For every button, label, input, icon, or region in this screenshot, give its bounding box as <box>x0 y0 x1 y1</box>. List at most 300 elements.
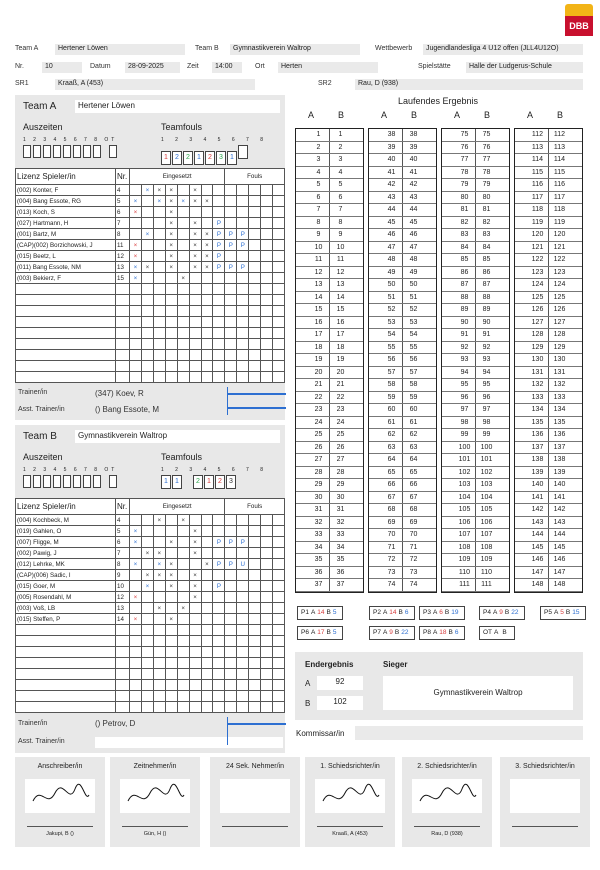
foul-cell: P <box>237 537 249 548</box>
score-value-b: 35 <box>336 556 345 563</box>
score-mark-a <box>515 229 527 241</box>
score-mark-a <box>515 392 527 404</box>
quarter-cell: × <box>189 196 201 207</box>
quarter-cell <box>213 526 225 537</box>
quarter-cell <box>165 273 177 284</box>
score-value-a: 102 <box>454 467 476 479</box>
score-value-a: 128 <box>527 329 549 341</box>
score-value-b: 55 <box>409 343 418 351</box>
foul-cell <box>273 361 285 372</box>
player-name <box>16 361 116 372</box>
score-value-b: 90 <box>482 318 491 326</box>
running-score-row <box>442 342 509 355</box>
score-value-a: 60 <box>381 404 403 416</box>
score-value-a: 22 <box>308 392 330 404</box>
running-score-row <box>296 454 363 467</box>
score-mark-a <box>369 204 381 216</box>
score-mark-a <box>442 467 454 479</box>
score-value-a: 58 <box>381 379 403 391</box>
quarter-cell: × <box>153 559 165 570</box>
running-score-row <box>442 542 509 555</box>
score-value-a: 119 <box>527 217 549 229</box>
quarter-cell <box>177 669 189 680</box>
score-mark-a <box>369 442 381 454</box>
score-value-a: 21 <box>308 379 330 391</box>
score-value-a: 61 <box>381 417 403 429</box>
quarter-cell <box>130 581 142 592</box>
quarter-cell <box>141 273 153 284</box>
quarter-cell <box>153 614 165 625</box>
score-mark-a <box>515 367 527 379</box>
score-mark-b <box>424 317 436 329</box>
quarter-cell <box>177 372 189 383</box>
foul-cell <box>261 361 273 372</box>
score-value-b: 51 <box>409 293 418 301</box>
quarter-cell <box>141 328 153 339</box>
quarter-cell: × <box>141 185 153 196</box>
quarter-cell <box>201 537 213 548</box>
quarter-cell <box>165 328 177 339</box>
running-score-row <box>442 442 509 455</box>
period-a: 17 <box>317 629 325 636</box>
foul-cell <box>261 317 273 328</box>
score-value-a: 105 <box>454 504 476 516</box>
score-mark-a <box>515 554 527 566</box>
score-mark-b <box>497 404 509 416</box>
score-value-b: 27 <box>336 456 345 463</box>
score-mark-b <box>351 492 363 504</box>
score-mark-b <box>351 292 363 304</box>
running-score-row <box>369 379 436 392</box>
official-title: 1. Schiedsrichter/in <box>320 763 380 770</box>
score-mark-b <box>351 454 363 466</box>
score-mark-a <box>442 367 454 379</box>
running-score-row <box>442 229 509 242</box>
running-score-row <box>515 167 582 180</box>
score-mark-a <box>515 154 527 166</box>
score-mark-b <box>570 292 582 304</box>
quarter-cell: × <box>165 240 177 251</box>
quarter-cell <box>130 185 142 196</box>
score-mark-b <box>570 367 582 379</box>
period-a-label: A <box>310 609 316 616</box>
score-value-b: 83 <box>482 231 491 238</box>
team-b-players-header: Lizenz Spieler/in <box>16 499 116 515</box>
score-mark-b <box>424 267 436 279</box>
score-value-a: 72 <box>381 554 403 566</box>
quarter-cell <box>201 636 213 647</box>
score-value-b: 36 <box>336 568 345 576</box>
score-mark-a <box>515 329 527 341</box>
team-b-foul-boxes <box>161 475 237 489</box>
official-name: Rau, D (938) <box>431 831 463 837</box>
foul-cell <box>261 196 273 207</box>
quarter-cell <box>141 658 153 669</box>
score-mark-a <box>369 492 381 504</box>
foul-cell <box>261 702 273 713</box>
score-value-b: 82 <box>482 218 491 226</box>
running-score-row <box>442 492 509 505</box>
foul-cell <box>225 218 237 229</box>
signature-line <box>317 826 383 827</box>
period-a-label: A <box>382 609 388 616</box>
running-score-row <box>369 354 436 367</box>
period-p: OT <box>483 629 493 636</box>
quarter-cell: × <box>165 537 177 548</box>
score-value-a: 10 <box>308 242 330 254</box>
quarter-cell <box>177 625 189 636</box>
score-value-a: 129 <box>527 342 549 354</box>
score-value-a: 46 <box>381 229 403 241</box>
player-row <box>16 658 285 669</box>
score-value-b: 132 <box>553 381 566 388</box>
running-score-row <box>515 254 582 267</box>
score-mark-b <box>570 179 582 191</box>
score-value-a: 3 <box>308 154 330 166</box>
player-row <box>16 240 285 251</box>
score-mark-a <box>296 379 308 391</box>
score-value-a: 63 <box>381 442 403 454</box>
final-b-label: B <box>305 699 311 708</box>
score-value-b: 72 <box>409 556 418 563</box>
score-mark-a <box>296 454 308 466</box>
score-mark-b <box>424 404 436 416</box>
score-mark-b <box>497 304 509 316</box>
score-value-b: 101 <box>480 456 493 463</box>
foul-cell <box>249 262 261 273</box>
score-value-a: 54 <box>381 329 403 341</box>
score-mark-b <box>351 242 363 254</box>
quarter-cell <box>153 581 165 592</box>
player-name <box>16 669 116 680</box>
score-value-a: 90 <box>454 317 476 329</box>
score-mark-a <box>296 529 308 541</box>
foul-cell: U <box>237 559 249 570</box>
score-mark-b <box>424 142 436 154</box>
quarter-cell <box>201 328 213 339</box>
quarter-cell <box>141 603 153 614</box>
score-mark-a <box>369 379 381 391</box>
quarter-cell <box>153 669 165 680</box>
score-mark-b <box>497 179 509 191</box>
score-mark-a <box>515 242 527 254</box>
score-mark-b <box>351 517 363 529</box>
quarter-cell <box>213 317 225 328</box>
quarter-cell <box>201 207 213 218</box>
signature-area[interactable] <box>220 779 290 813</box>
quarter-cell <box>177 581 189 592</box>
foul-cell <box>237 185 249 196</box>
quarter-cell: × <box>130 196 142 207</box>
player-name <box>16 295 116 306</box>
quarter-cell <box>141 372 153 383</box>
running-score-row <box>515 404 582 417</box>
team-a-timeout-boxes <box>23 145 119 158</box>
score-mark-b <box>570 304 582 316</box>
foul-cell <box>237 581 249 592</box>
running-score-row <box>442 242 509 255</box>
foul-cell <box>249 196 261 207</box>
quarter-cell <box>213 515 225 526</box>
foul-cell <box>273 328 285 339</box>
score-mark-a <box>296 429 308 441</box>
score-value-b: 115 <box>553 168 566 176</box>
foul-cell <box>237 702 249 713</box>
quarter-cell <box>130 372 142 383</box>
player-number: 11 <box>116 240 130 251</box>
player-number <box>116 306 130 317</box>
score-mark-b <box>570 217 582 229</box>
quarter-cell <box>141 306 153 317</box>
score-value-a: 136 <box>527 429 549 441</box>
signature-area[interactable] <box>510 779 580 813</box>
period-score-box <box>419 626 465 640</box>
foul-cell <box>249 251 261 262</box>
quarter-cell <box>130 295 142 306</box>
team-b-timeout-boxes <box>23 475 119 488</box>
score-mark-b <box>570 342 582 354</box>
dbb-logo <box>565 4 593 38</box>
score-value-a: 147 <box>527 567 549 579</box>
score-value-b: 139 <box>553 468 566 476</box>
player-name <box>16 658 116 669</box>
quarter-cell <box>130 680 142 691</box>
signature-area[interactable] <box>412 779 482 813</box>
foul-cell <box>225 658 237 669</box>
signature-scribble <box>25 779 95 813</box>
score-value-a: 122 <box>527 254 549 266</box>
score-value-b: 37 <box>336 581 345 588</box>
quarter-cell: P <box>213 229 225 240</box>
player-row <box>16 262 285 273</box>
period-a-label: A <box>553 609 559 616</box>
score-value-b: 50 <box>409 281 418 288</box>
quarter-cell <box>130 306 142 317</box>
running-score-row <box>442 192 509 205</box>
score-mark-b <box>424 379 436 391</box>
score-value-a: 26 <box>308 442 330 454</box>
quarter-cell <box>177 614 189 625</box>
foul-cell <box>261 350 273 361</box>
running-score-row <box>296 429 363 442</box>
player-name: (002) Pawig, J <box>16 548 116 559</box>
score-mark-b <box>497 292 509 304</box>
score-value-a: 94 <box>454 367 476 379</box>
score-value-b: 95 <box>482 381 491 388</box>
period-b: 5 <box>332 629 337 636</box>
score-value-a: 78 <box>454 167 476 179</box>
score-value-b: 76 <box>482 143 491 151</box>
running-score-row <box>296 317 363 330</box>
team-b-foul-3: 2 <box>193 475 203 489</box>
foul-cell <box>249 548 261 559</box>
foul-cell <box>225 361 237 372</box>
score-value-a: 50 <box>381 279 403 291</box>
player-name: (004) Kochbeck, M <box>16 515 116 526</box>
score-value-b: 14 <box>336 293 345 301</box>
signature-area[interactable] <box>120 779 190 813</box>
period-b: 15 <box>572 609 580 616</box>
score-value-a: 107 <box>454 529 476 541</box>
quarter-cell <box>177 251 189 262</box>
quarter-cell <box>130 284 142 295</box>
score-value-b: 120 <box>553 231 566 238</box>
foul-cell: P <box>225 537 237 548</box>
running-score-row <box>369 267 436 280</box>
score-mark-a <box>442 417 454 429</box>
running-score-row <box>515 367 582 380</box>
running-score-row <box>296 379 363 392</box>
quarter-cell: P <box>213 262 225 273</box>
quarter-cell <box>153 306 165 317</box>
score-value-a: 4 <box>308 167 330 179</box>
quarter-cell <box>141 526 153 537</box>
foul-cell <box>273 581 285 592</box>
foul-cell <box>225 339 237 350</box>
running-score-row <box>442 279 509 292</box>
team-a-fouls-header: Fouls <box>225 169 285 185</box>
foul-cell <box>237 570 249 581</box>
score-mark-b <box>424 192 436 204</box>
signature-area[interactable] <box>315 779 385 813</box>
quarter-cell <box>189 680 201 691</box>
quarter-cell <box>213 570 225 581</box>
score-mark-a <box>369 217 381 229</box>
quarter-cell <box>130 361 142 372</box>
score-mark-a <box>296 579 308 591</box>
score-value-a: 32 <box>308 517 330 529</box>
score-mark-b <box>570 229 582 241</box>
running-score-row <box>515 467 582 480</box>
player-row <box>16 361 285 372</box>
score-mark-a <box>442 204 454 216</box>
score-value-a: 126 <box>527 304 549 316</box>
score-mark-a <box>369 279 381 291</box>
running-score-row <box>442 367 509 380</box>
quarter-cell <box>201 691 213 702</box>
score-value-a: 88 <box>454 292 476 304</box>
score-value-b: 81 <box>482 206 491 213</box>
score-mark-a <box>369 517 381 529</box>
period-b: 22 <box>401 629 409 636</box>
score-value-a: 141 <box>527 492 549 504</box>
score-mark-a <box>442 554 454 566</box>
quarter-cell <box>153 537 165 548</box>
score-mark-b <box>351 254 363 266</box>
score-mark-b <box>570 192 582 204</box>
quarter-cell: × <box>189 240 201 251</box>
score-value-b: 116 <box>553 181 566 188</box>
score-mark-a <box>296 542 308 554</box>
score-value-b: 18 <box>336 343 345 351</box>
score-mark-b <box>424 442 436 454</box>
score-mark-b <box>351 417 363 429</box>
player-number: 15 <box>116 273 130 284</box>
foul-cell <box>225 295 237 306</box>
quarter-cell <box>189 273 201 284</box>
score-mark-a <box>515 579 527 591</box>
score-value-a: 20 <box>308 367 330 379</box>
team-a-timeouts-label: Auszeiten <box>23 122 63 132</box>
foul-cell <box>273 537 285 548</box>
foul-cell <box>237 317 249 328</box>
score-mark-b <box>424 479 436 491</box>
score-value-a: 59 <box>381 392 403 404</box>
quarter-cell <box>201 273 213 284</box>
foul-cell <box>273 229 285 240</box>
foul-cell <box>273 614 285 625</box>
score-value-b: 19 <box>336 356 345 363</box>
quarter-cell: × <box>153 196 165 207</box>
quarter-cell <box>177 218 189 229</box>
quarter-cell <box>213 680 225 691</box>
signature-scribble <box>120 779 190 813</box>
score-mark-b <box>570 529 582 541</box>
score-value-b: 104 <box>480 493 493 501</box>
quarter-cell <box>153 647 165 658</box>
score-value-a: 82 <box>454 217 476 229</box>
signature-area[interactable] <box>25 779 95 813</box>
running-score-row <box>515 392 582 405</box>
foul-cell <box>225 592 237 603</box>
running-score-row <box>369 504 436 517</box>
player-number: 5 <box>116 526 130 537</box>
score-value-b: 60 <box>409 406 418 413</box>
score-mark-a <box>442 542 454 554</box>
quarter-cell <box>201 284 213 295</box>
period-p: P4 <box>483 609 491 616</box>
score-mark-b <box>351 154 363 166</box>
quarter-cell <box>177 295 189 306</box>
running-score-row <box>515 242 582 255</box>
foul-cell: P <box>225 262 237 273</box>
score-value-a: 68 <box>381 504 403 516</box>
foul-cell: P <box>237 262 249 273</box>
quarter-cell <box>177 339 189 350</box>
team-a-foul-1: 1 <box>161 151 171 165</box>
quarter-cell <box>165 295 177 306</box>
score-mark-b <box>424 154 436 166</box>
quarter-cell <box>177 702 189 713</box>
score-value-b: 111 <box>481 581 492 588</box>
player-number <box>116 284 130 295</box>
foul-cell <box>273 262 285 273</box>
score-mark-b <box>351 467 363 479</box>
score-value-b: 119 <box>553 218 566 226</box>
quarter-cell <box>130 570 142 581</box>
official-name: Jakupi, B () <box>46 831 74 837</box>
score-value-a: 67 <box>381 492 403 504</box>
foul-cell <box>249 361 261 372</box>
foul-cell <box>249 647 261 658</box>
score-mark-b <box>497 342 509 354</box>
commissioner-label: Kommissar/in <box>296 729 345 738</box>
score-mark-b <box>497 192 509 204</box>
score-mark-a <box>442 167 454 179</box>
foul-cell <box>237 526 249 537</box>
foul-cell <box>249 328 261 339</box>
quarter-cell <box>130 350 142 361</box>
quarter-cell: × <box>153 515 165 526</box>
player-name <box>16 625 116 636</box>
foul-cell <box>273 196 285 207</box>
quarter-cell <box>213 185 225 196</box>
quarter-cell <box>130 603 142 614</box>
foul-cell <box>249 207 261 218</box>
foul-cell <box>237 515 249 526</box>
score-value-a: 74 <box>381 579 403 591</box>
period-b: 6 <box>404 609 409 616</box>
